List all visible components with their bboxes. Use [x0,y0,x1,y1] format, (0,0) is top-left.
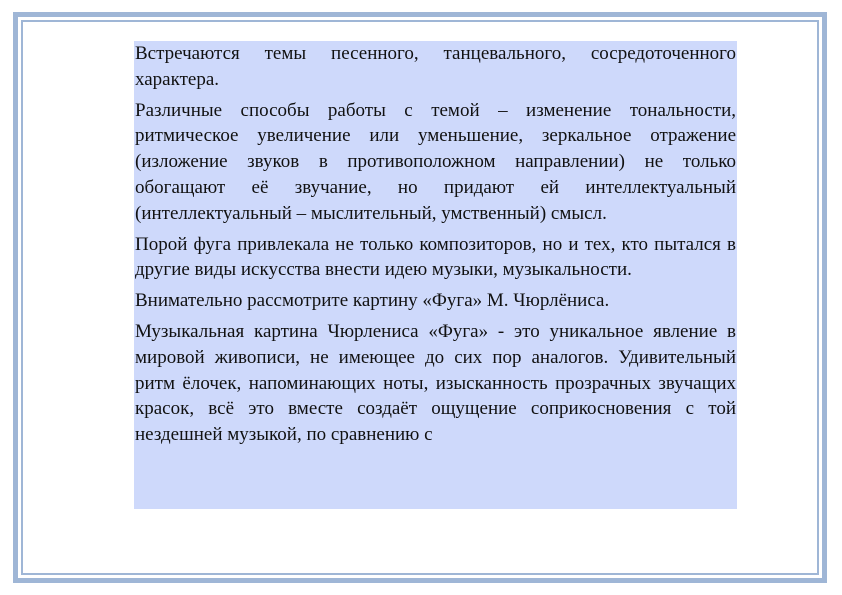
paragraph-painting-description: Музыкальная картина Чюрлениса «Фуга» - это уникальное явление в мировой живописи, не имеющее до сих пор аналогов. Удивительный ритм ёлочек, напоминающих ноты, изысканность прозрачных звучащих красок, всё это вместе создаёт ощущение соприкосновения с той нездешней музыкой, по сравнению с [135,320,736,446]
paragraph-fugue-appeal: Порой фуга привлекала не только композиторов, но и тех, кто пытался в другие виды искусства внести идею музыки, музыкальности. [135,233,736,281]
paragraph-themes: Встречаются темы песенного, танцевального, сосредоточенного характера. [135,43,736,90]
paragraph-instruction: Внимательно рассмотрите картину «Фуга» М. Чюрлёниса. [135,290,610,312]
paragraph-methods: Различные способы работы с темой – изменение тональности, ритмическое увеличение или уменьшение, зеркальное отражение (изложение звуков в противоположном направлении) не только обогащают её звучание, но придают ей интеллектуальный (интеллектуальный – мыслительный, умственный) смысл. [135,99,736,224]
text-block [134,41,737,509]
